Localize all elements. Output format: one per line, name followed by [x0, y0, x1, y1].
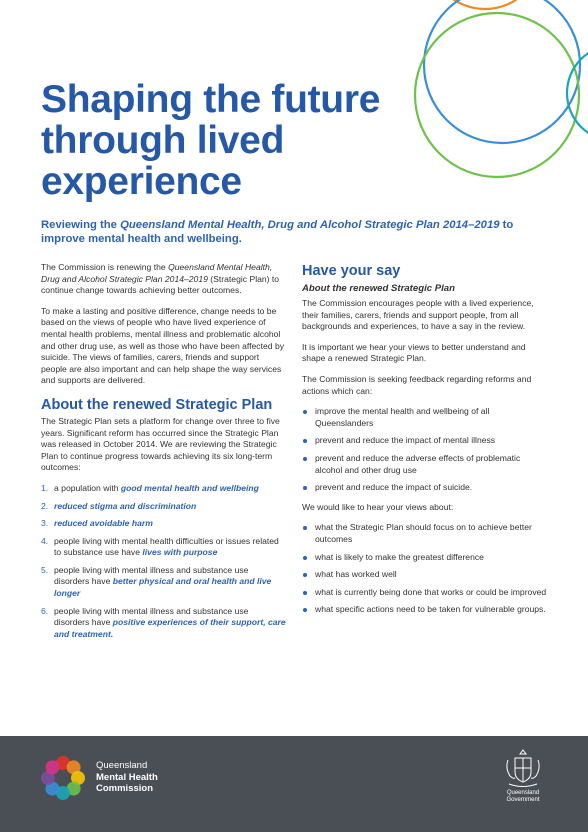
lived-experience-paragraph: To make a lasting and positive difference, change needs to be based on the views of people who have lived experience of mental health problems, mental illness and problematic alcohol and other drug use, as well as those who have been affected by suicide. The views of families, carers, friends and support people are also important and can help shape the way services and supports are delivered.: [41, 305, 285, 386]
right-column: [302, 262, 547, 624]
section-heading-have-your-say: Have your say: [302, 263, 401, 279]
green-circle: [415, 13, 579, 177]
views-list: [302, 522, 547, 616]
list-item: prevent and reduce the impact of suicide.: [302, 482, 547, 494]
intro-paragraph: The Commission is renewing the Queensland Mental Health, Drug and Alcohol Strategic Plan 2014–2019 (Strategic Plan) to continue change towards achieving better outcomes.: [41, 262, 280, 296]
title-line-3: experience: [41, 160, 242, 203]
left-column: [41, 262, 286, 646]
list-item: prevent and reduce the adverse effects of problematic alcohol and other drug use: [302, 453, 547, 476]
platform-paragraph: The Strategic Plan sets a platform for change over three to five years. Significant reform has occurred since the Strategic Plan was released in October 2014. We are reviewing the Strategic Plan to continue progress towards achieving its six long-term outcomes:: [41, 415, 280, 473]
list-item: what has worked well: [302, 569, 547, 581]
views-paragraph: We would like to hear your views about:: [302, 501, 454, 512]
blue-circle-top: [424, 0, 580, 143]
list-item: 2. reduced stigma and discrimination: [41, 500, 197, 511]
plan-name: Queensland Mental Health, Drug and Alcohol Strategic Plan 2014–2019: [120, 219, 500, 231]
orange-circle: [428, 0, 542, 9]
section-heading-about-plan: About the renewed Strategic Plan: [41, 396, 273, 413]
list-item: what specific actions need to be taken for vulnerable groups.: [302, 604, 547, 616]
title-line-1: Shaping the future: [41, 78, 381, 121]
commission-name: Queensland Mental Health Commission: [96, 760, 158, 794]
list-item: improve the mental health and wellbeing of all Queenslanders: [302, 406, 547, 429]
encourage-paragraph: The Commission encourages people with a lived experience, their families, carers, friends and support people, from all backgrounds and experiences, to have a say in the review.: [302, 298, 534, 332]
list-item: 1. a population with good mental health and wellbeing: [41, 482, 259, 493]
list-item: prevent and reduce the impact of mental illness: [302, 435, 547, 447]
title-line-2: through lived: [41, 119, 285, 162]
list-item: 5. people living with mental illness and substance use disorders have better physical and oral health and live longer: [41, 564, 272, 599]
outcomes-list: [41, 483, 286, 641]
list-item: 6. people living with mental illness and substance use disorders have positive experiences of their support, care and treatment.: [41, 605, 286, 639]
list-item: 3. reduced avoidable harm: [41, 518, 153, 529]
government-wordmark: Queensland Government: [506, 790, 540, 803]
importance-paragraph: It is important we hear your views to better understand and shape a renewed Strategic Plan.: [302, 341, 526, 364]
commission-logo-icon: [37, 752, 89, 804]
feedback-paragraph: The Commission is seeking feedback regarding reforms and actions which can:: [302, 373, 532, 396]
list-item: what the Strategic Plan should focus on to achieve better outcomes: [302, 522, 547, 545]
queensland-crest-icon: [500, 746, 546, 790]
page-title: [41, 79, 421, 202]
subheading-about-plan: About the renewed Strategic Plan: [302, 283, 455, 294]
list-item: what is currently being done that works or could be improved: [302, 587, 547, 599]
reforms-list: [302, 406, 547, 494]
list-item: 4. people living with mental health difficulties or issues related to substance use have lives with purpose: [41, 535, 279, 558]
page-subtitle: Reviewing the Queensland Mental Health, Drug and Alcohol Strategic Plan 2014–2019 to improve mental health and wellbeing.: [41, 219, 514, 245]
list-item: what is likely to make the greatest difference: [302, 552, 547, 564]
